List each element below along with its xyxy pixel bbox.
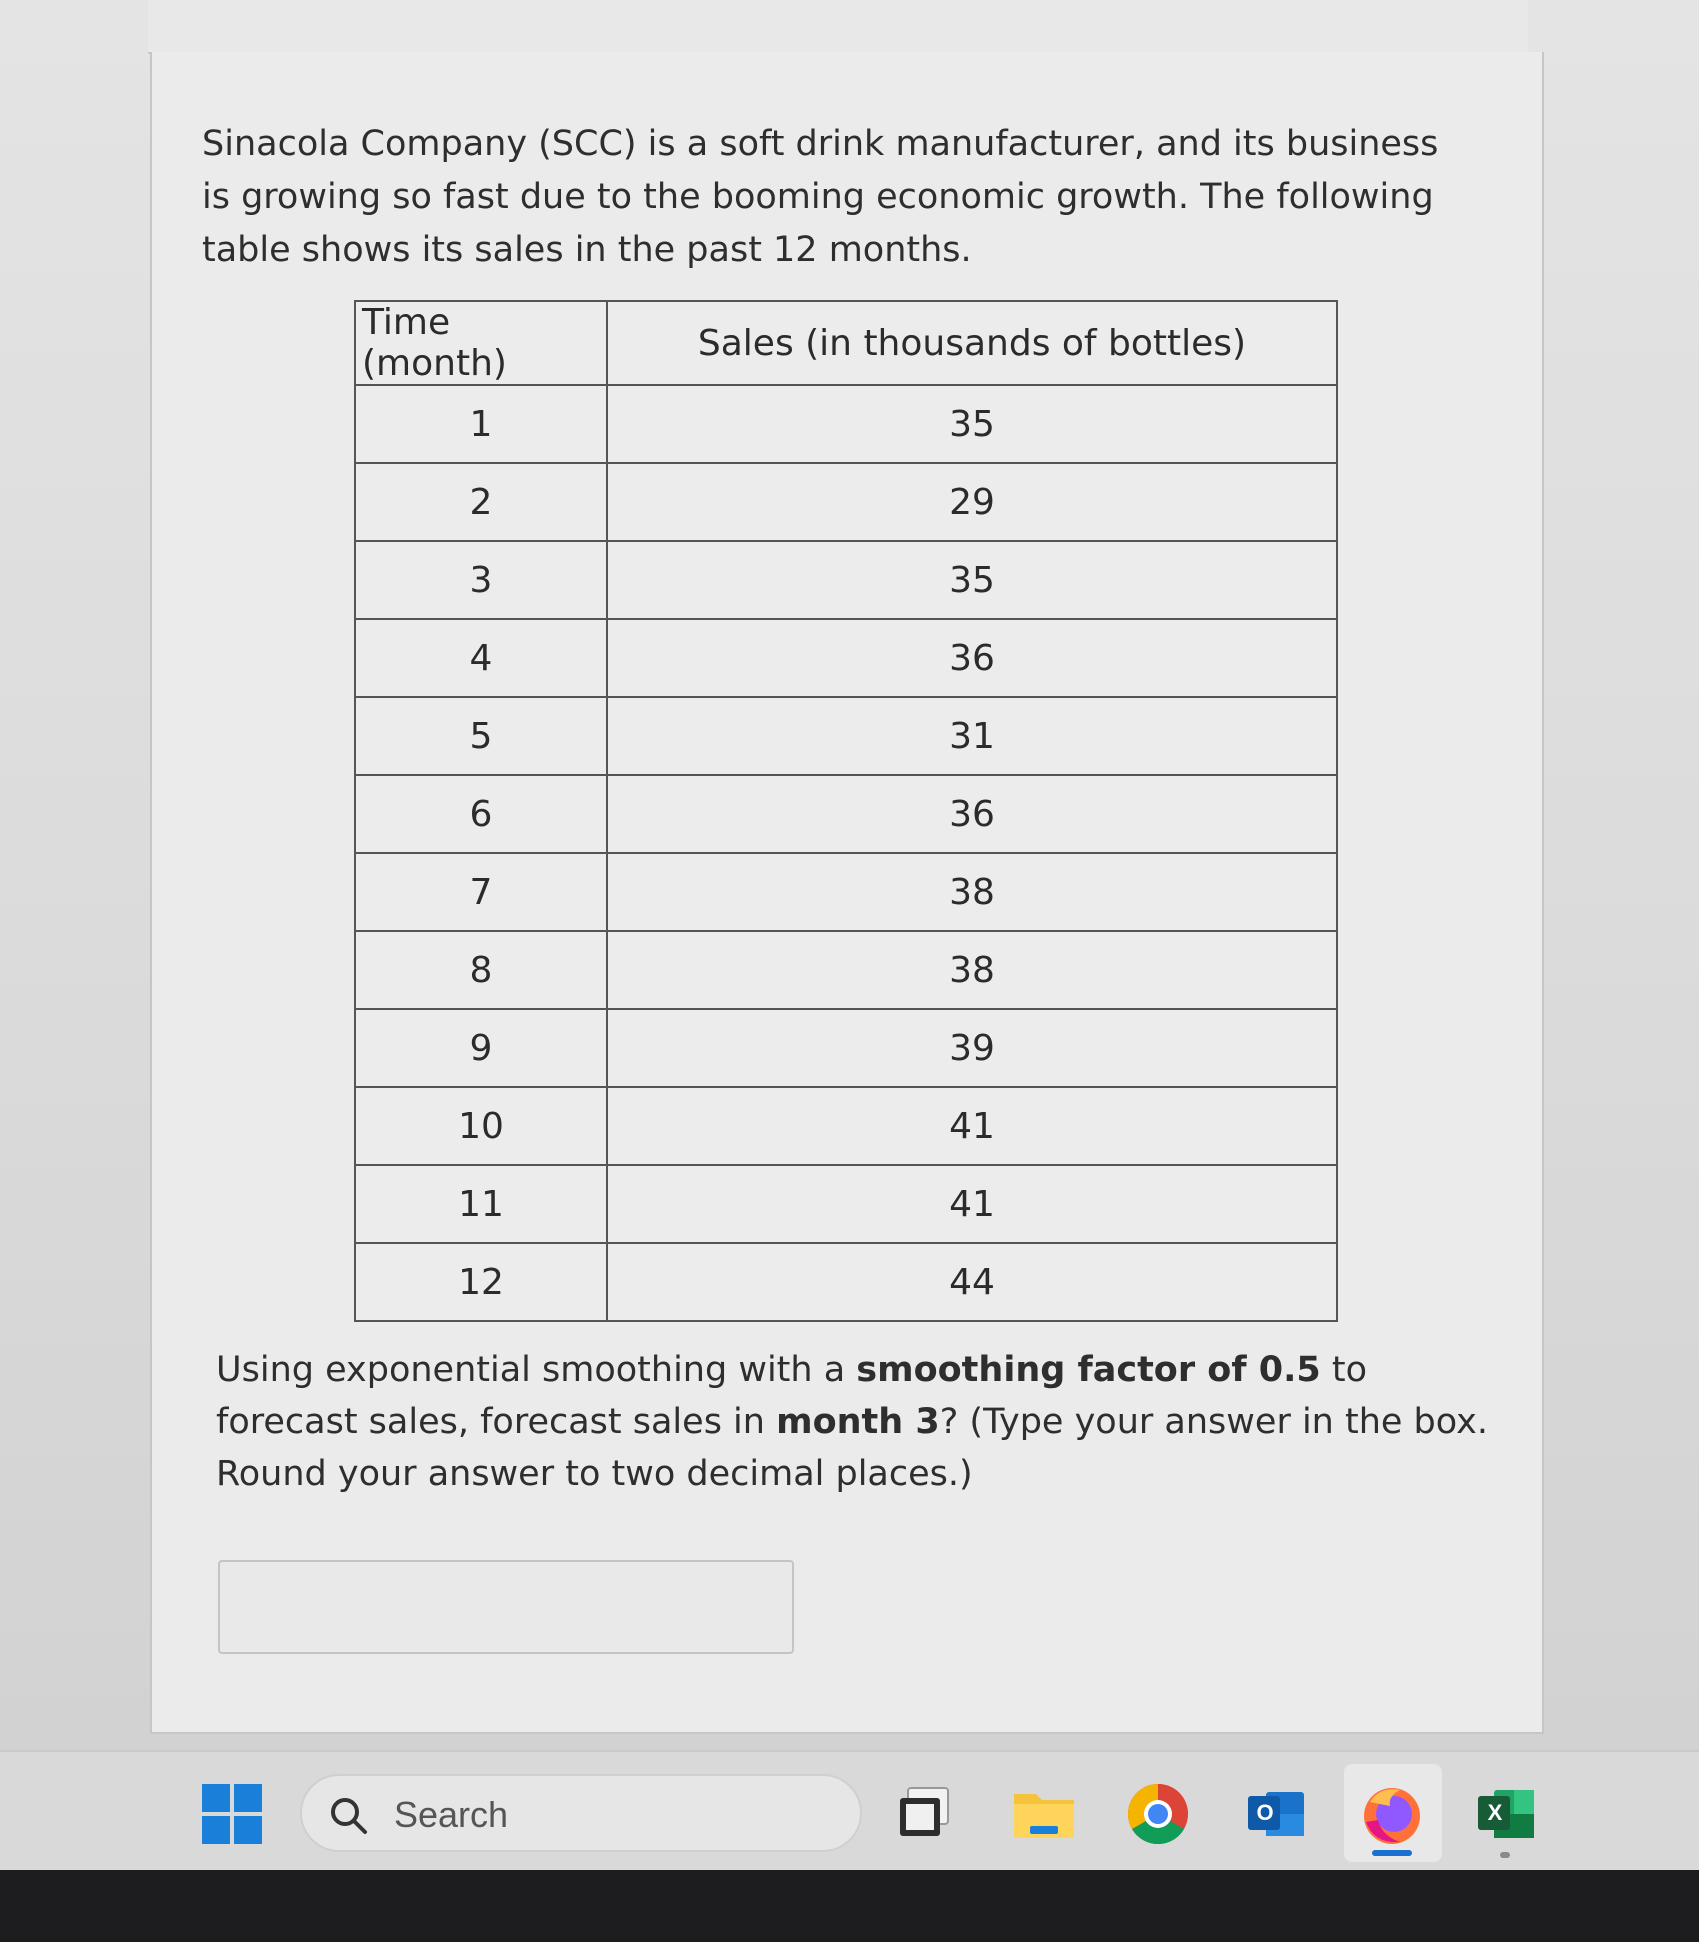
search-icon — [328, 1795, 368, 1835]
table-row — [355, 1165, 1337, 1243]
prompt-emphasis: month 3 — [776, 1402, 940, 1442]
top-strip — [148, 0, 1528, 54]
month-cell: 1 — [355, 385, 607, 463]
start-button[interactable] — [202, 1784, 262, 1844]
sales-cell: 36 — [607, 619, 1337, 697]
table-row — [355, 1243, 1337, 1321]
month-cell: 9 — [355, 1009, 607, 1087]
sales-cell: 29 — [607, 463, 1337, 541]
firefox-button[interactable] — [1360, 1782, 1424, 1846]
firefox-icon — [1360, 1782, 1424, 1846]
prompt-text: Using exponential smoothing with a — [216, 1350, 857, 1390]
sales-cell: 41 — [607, 1087, 1337, 1165]
prompt-text: ? (Type your answer in the box. Round your answer to two decimal places.) — [216, 1402, 1488, 1494]
month-cell: 8 — [355, 931, 607, 1009]
month-cell: 6 — [355, 775, 607, 853]
sales-cell: 41 — [607, 1165, 1337, 1243]
table-row — [355, 775, 1337, 853]
chrome-icon — [1126, 1782, 1190, 1846]
table-header-row — [355, 301, 1337, 385]
chrome-button[interactable] — [1126, 1782, 1190, 1846]
prompt-text: to forecast sales, forecast sales in — [216, 1350, 1368, 1442]
sales-cell: 35 — [607, 541, 1337, 619]
excel-button[interactable] — [1474, 1782, 1538, 1846]
taskbar-search[interactable] — [300, 1774, 862, 1852]
table-row — [355, 541, 1337, 619]
question-intro: Sinacola Company (SCC) is a soft drink manufacturer, and its business is growing so fast due to the booming economic growth. The following table shows its sales in the past 12 months. — [202, 124, 1439, 270]
file-explorer-button[interactable] — [1010, 1782, 1074, 1846]
table-row — [355, 1009, 1337, 1087]
table-row — [355, 931, 1337, 1009]
month-cell: 2 — [355, 463, 607, 541]
monitor-bezel — [0, 1870, 1699, 1942]
sales-cell: 39 — [607, 1009, 1337, 1087]
windows-logo-tile — [234, 1784, 262, 1812]
month-cell: 5 — [355, 697, 607, 775]
table-body — [355, 385, 1337, 1321]
month-cell: 3 — [355, 541, 607, 619]
taskbar — [0, 1750, 1699, 1872]
sales-cell: 38 — [607, 853, 1337, 931]
month-cell: 11 — [355, 1165, 607, 1243]
prompt-emphasis: smoothing factor of 0.5 — [856, 1350, 1321, 1390]
table-row — [355, 1087, 1337, 1165]
answer-input[interactable] — [218, 1560, 794, 1654]
sales-cell: 35 — [607, 385, 1337, 463]
task-view-icon — [894, 1782, 958, 1846]
search-label: Search — [394, 1794, 509, 1835]
sales-cell: 38 — [607, 931, 1337, 1009]
windows-logo-tile — [234, 1816, 262, 1844]
table-row — [355, 463, 1337, 541]
table-row — [355, 619, 1337, 697]
month-cell: 4 — [355, 619, 607, 697]
windows-logo-tile — [202, 1784, 230, 1812]
table-row — [355, 697, 1337, 775]
header-time: Time (month) — [355, 301, 607, 385]
excel-running-indicator — [1500, 1852, 1510, 1858]
outlook-button[interactable] — [1244, 1782, 1308, 1846]
header-sales: Sales (in thousands of bottles) — [607, 301, 1337, 385]
sales-table — [354, 300, 1338, 1322]
table-row — [355, 853, 1337, 931]
excel-letter: X — [1487, 1800, 1503, 1825]
sales-cell: 31 — [607, 697, 1337, 775]
sales-cell: 36 — [607, 775, 1337, 853]
sales-cell: 44 — [607, 1243, 1337, 1321]
month-cell: 12 — [355, 1243, 607, 1321]
month-cell: 10 — [355, 1087, 607, 1165]
windows-logo-tile — [202, 1816, 230, 1844]
question-prompt — [216, 1344, 1506, 1500]
outlook-letter: O — [1256, 1800, 1274, 1825]
table-row — [355, 385, 1337, 463]
file-explorer-icon — [1010, 1782, 1078, 1846]
firefox-active-indicator — [1372, 1850, 1412, 1856]
task-view-button[interactable] — [894, 1782, 958, 1846]
month-cell: 7 — [355, 853, 607, 931]
